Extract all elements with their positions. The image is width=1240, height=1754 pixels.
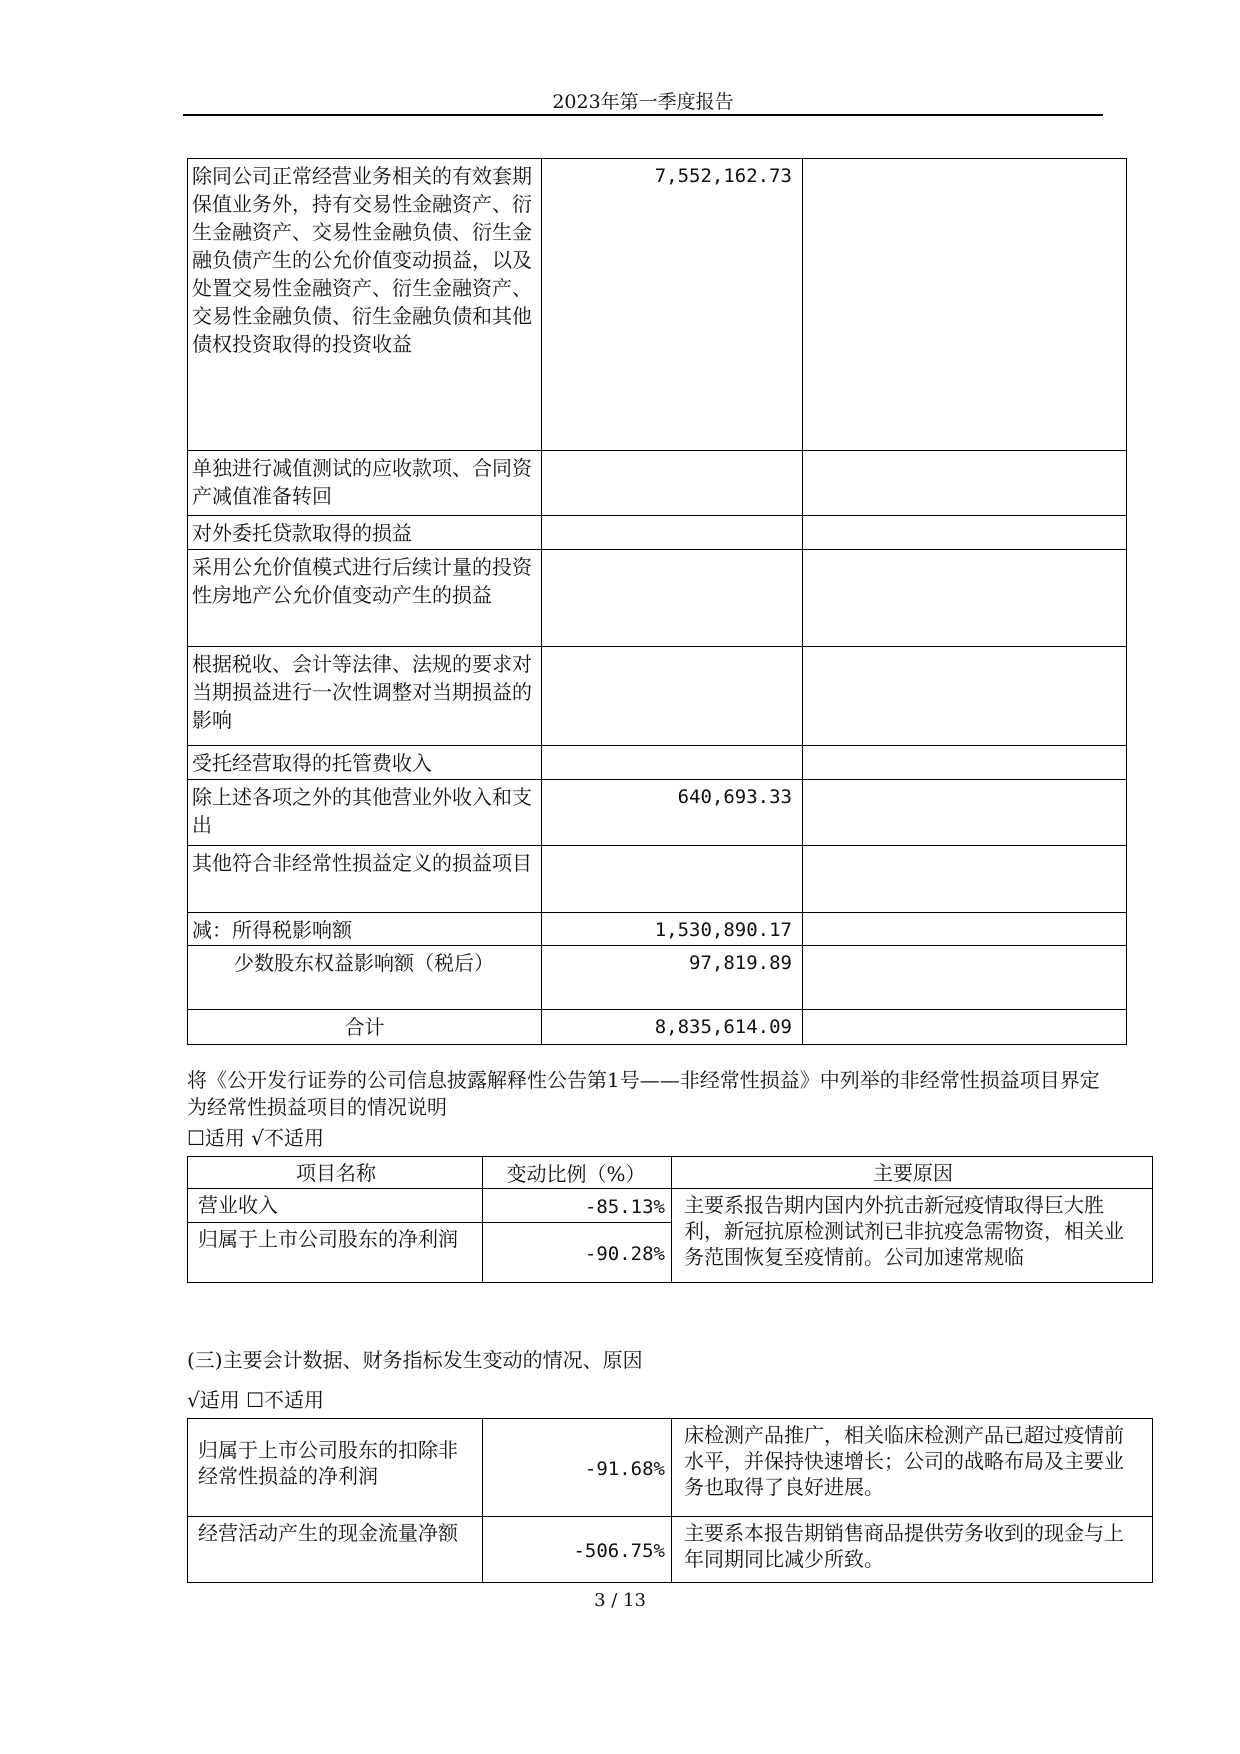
table-row <box>188 451 1127 516</box>
item-name: 对外委托贷款取得的损益 <box>188 516 542 550</box>
table-row <box>188 946 1127 1010</box>
table-row <box>188 913 1127 946</box>
table-row <box>188 516 1127 550</box>
item-name: 除同公司正常经营业务相关的有效套期保值业务外，持有交易性金融资产、衍生金融资产、交易性金融负债、衍生金融负债产生的公允价值变动损益，以及处置交易性金融资产、衍生金融资产、交易性金融负债、衍生金融负债和其他债权投资取得的投资收益 <box>188 159 542 451</box>
item-note <box>803 1010 1127 1045</box>
change-ratio: -85.13% <box>483 1189 672 1223</box>
item-name: 单独进行减值测试的应收款项、合同资产减值准备转回 <box>188 451 542 516</box>
change-ratio: -506.75% <box>483 1517 672 1583</box>
table-row <box>188 647 1127 746</box>
item-amount <box>542 746 803 780</box>
item-amount <box>542 451 803 516</box>
table-header-row <box>188 1157 1153 1189</box>
item-name: 除上述各项之外的其他营业外收入和支出 <box>188 780 542 846</box>
section-title: (三)主要会计数据、财务指标发生变动的情况、原因 <box>187 1348 643 1372</box>
item-name: 采用公允价值模式进行后续计量的投资性房地产公允价值变动产生的损益 <box>188 550 542 647</box>
header-divider <box>183 114 1103 116</box>
main-reason: 主要系报告期内国内外抗击新冠疫情取得巨大胜利，新冠抗原检测试剂已非抗疫急需物资，相关业务范围恢复至疫情前。公司加速常规临 <box>672 1189 1153 1283</box>
total-label: 合计 <box>188 1010 542 1045</box>
table-row <box>188 1517 1153 1583</box>
change-ratio: -90.28% <box>483 1223 672 1283</box>
item-note <box>803 647 1127 746</box>
item-amount: 97,819.89 <box>542 946 803 1010</box>
table-row <box>188 1189 1153 1223</box>
table-row <box>188 846 1127 913</box>
total-amount: 8,835,614.09 <box>542 1010 803 1045</box>
column-header: 项目名称 <box>188 1157 483 1189</box>
item-name: 减：所得税影响额 <box>188 913 542 946</box>
report-title: 2023年第一季度报告 <box>552 91 734 113</box>
table-row <box>188 780 1127 846</box>
item-note <box>803 550 1127 647</box>
item-note <box>803 746 1127 780</box>
item-name: 少数股东权益影响额（税后） <box>188 946 542 1010</box>
item-amount <box>542 846 803 913</box>
main-reason: 床检测产品推广，相关临床检测产品已超过疫情前水平，并保持快速增长；公司的战略布局及主要业务也取得了良好进展。 <box>672 1419 1153 1517</box>
item-note <box>803 780 1127 846</box>
main-reason: 主要系本报告期销售商品提供劳务收到的现金与上年同期同比减少所致。 <box>672 1517 1153 1583</box>
item-name: 归属于上市公司股东的扣除非经常性损益的净利润 <box>188 1419 483 1517</box>
table-row <box>188 746 1127 780</box>
column-header: 变动比例（%） <box>483 1157 672 1189</box>
explanation-applicability: ☐适用 √不适用 <box>187 1126 325 1150</box>
table-row <box>188 159 1127 451</box>
item-amount <box>542 550 803 647</box>
item-name: 受托经营取得的托管费收入 <box>188 746 542 780</box>
item-name: 经营活动产生的现金流量净额 <box>188 1517 483 1583</box>
item-note <box>803 846 1127 913</box>
change-reasons-table-continued <box>187 1418 1153 1583</box>
table-row <box>188 1419 1153 1517</box>
table-row <box>188 550 1127 647</box>
item-note <box>803 946 1127 1010</box>
column-header: 主要原因 <box>672 1157 1153 1189</box>
item-name: 其他符合非经常性损益定义的损益项目 <box>188 846 542 913</box>
section-applicability: √适用 ☐不适用 <box>187 1388 325 1412</box>
item-amount: 7,552,162.73 <box>542 159 803 451</box>
item-name: 根据税收、会计等法律、法规的要求对当期损益进行一次性调整对当期损益的影响 <box>188 647 542 746</box>
item-amount: 1,530,890.17 <box>542 913 803 946</box>
item-note <box>803 451 1127 516</box>
item-amount <box>542 647 803 746</box>
explanation-text: 将《公开发行证券的公司信息披露解释性公告第1号——非经常性损益》中列举的非经常性损益项目界定为经常性损益项目的情况说明 <box>187 1068 1100 1119</box>
change-reasons-table <box>187 1156 1153 1283</box>
item-name: 归属于上市公司股东的净利润 <box>188 1223 483 1283</box>
item-note <box>803 913 1127 946</box>
item-amount <box>542 516 803 550</box>
item-amount: 640,693.33 <box>542 780 803 846</box>
nonrecurring-items-table <box>187 158 1127 1045</box>
item-name: 营业收入 <box>188 1189 483 1223</box>
change-ratio: -91.68% <box>483 1419 672 1517</box>
total-row <box>188 1010 1127 1045</box>
page-number: 3 / 13 <box>594 1590 646 1611</box>
item-note <box>803 159 1127 451</box>
item-note <box>803 516 1127 550</box>
